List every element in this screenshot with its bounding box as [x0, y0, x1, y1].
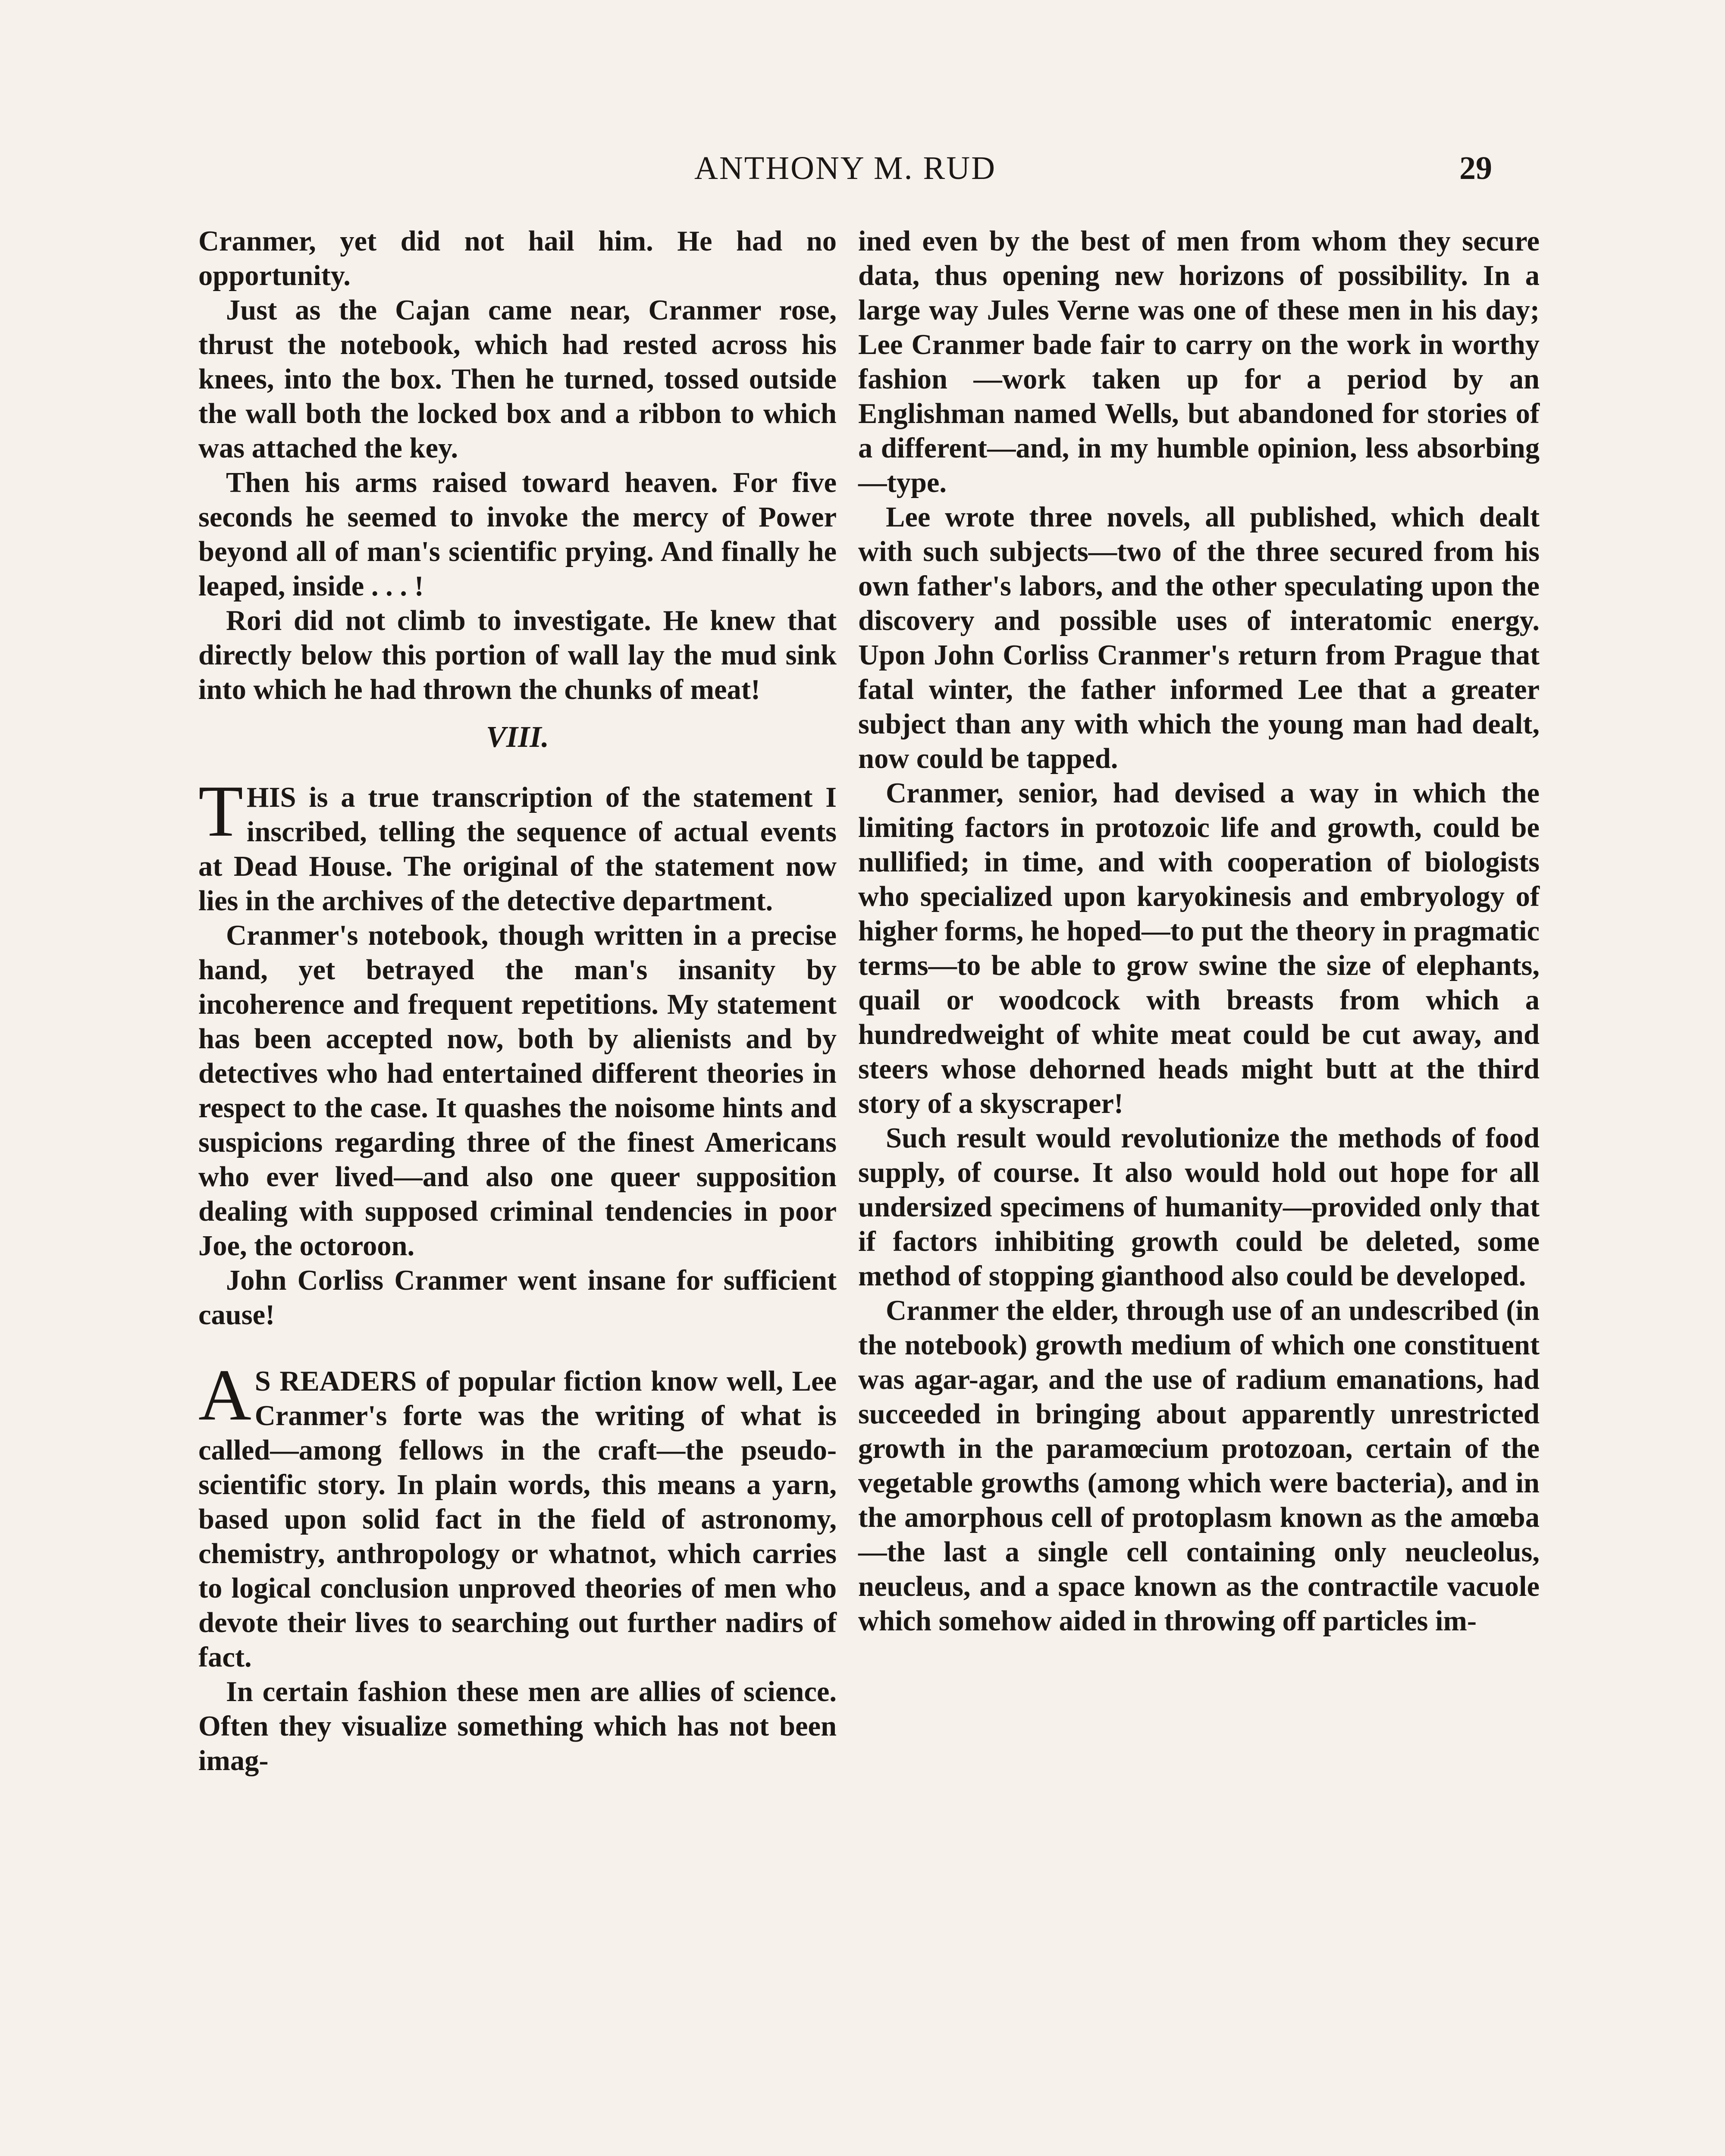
- body-paragraph: Lee wrote three novels, all published, which dealt with such subjects—two of the three secured from his own father's labors, and the other speculating upon the discovery and possible uses of interatomic energy. Upon John Corliss Cranmer's return from Prague that fatal winter, the father informed Lee that a greater subject than any with which the young man had dealt, now could be tapped.: [858, 501, 1540, 774]
- page-number: 29: [1459, 150, 1492, 186]
- left-column: [198, 224, 837, 1778]
- section-break: [198, 1332, 837, 1364]
- body-paragraph: Cranmer the elder, through use of an undescribed (in the notebook) growth medium of which one constituent was agar-agar, and the use of radium emanations, had succeeded in bringing about apparently unrestricted growth in the paramœcium protozoan, certain of the vegetable growths (among which were bacteria), and in the amorphous cell of protoplasm known as the amœba —the last a single cell containing only neucleolus, neucleus, and a space known as the contractile vacuole which somehow aided in throwing off particles im-: [858, 1295, 1540, 1637]
- drop-cap: A: [198, 1354, 251, 1435]
- paragraph-text: HIS is a true transcription of the statement I inscribed, telling the sequence of actual events at Dead House. The original of the statement now lies in the archives of the detective department.: [198, 782, 837, 917]
- section-heading: VIII.: [486, 721, 549, 754]
- body-paragraph: Such result would revolutionize the methods of food supply, of course. It also would hold out hope for all undersized specimens of humanity—provided only that if factors inhibiting growth could be deleted, some method of stopping gianthood also could be developed.: [858, 1122, 1540, 1292]
- body-paragraph: [198, 771, 837, 918]
- body-paragraph: ined even by the best of men from whom they secure data, thus opening new horizons of possibility. In a large way Jules Verne was one of these men in his day; Lee Cranmer bade fair to carry on the work in worthy fashion —work taken up for a period by an Englishman named Wells, but abandoned for stories of a different—and, in my humble opinion, less absorbing—type.: [858, 226, 1540, 498]
- drop-cap: T: [198, 771, 243, 852]
- body-paragraph: [198, 1354, 837, 1675]
- body-paragraph: Then his arms raised toward heaven. For five seconds he seemed to invoke the mercy of Power beyond all of man's scientific prying. And finally he leaped, inside . . . !: [198, 467, 837, 602]
- running-head: ANTHONY M. RUD: [694, 150, 996, 186]
- body-paragraph: Cranmer's notebook, though written in a precise hand, yet betrayed the man's insanity by incoherence and frequent repetitions. My statement has been accepted now, both by alienists and by detectives who had entertained different theories in respect to the case. It quashes the noisome hints and suspicions regarding three of the finest Americans who ever lived—and also one queer supposition dealing with supposed criminal tendencies in poor Joe, the octoroon.: [198, 920, 837, 1262]
- paragraph-text: S READERS of popular fiction know well, Lee Cranmer's forte was the writing of what is called—among fellows in the craft—the pseudo-scientific story. In plain words, this means a yarn, based upon solid fact in the field of astronomy, chemistry, anthropology or whatnot, which carries to logical conclusion unproved theories of men who devote their lives to searching out further nadirs of fact.: [198, 1366, 837, 1673]
- body-paragraph: Cranmer, yet did not hail him. He had no opportunity.: [198, 226, 837, 291]
- right-column: [858, 224, 1540, 1639]
- body-paragraph: Cranmer, senior, had devised a way in which the limiting factors in protozoic life and growth, could be nullified; in time, and with cooperation of biologists who specialized upon karyokinesis and embryology of higher forms, he hoped—to put the theory in pragmatic terms—to be able to grow swine the size of elephants, quail or woodcock with breasts from which a hundredweight of white meat could be cut away, and steers whose dehorned heads might butt at the third story of a skyscraper!: [858, 777, 1540, 1119]
- page-header: [198, 147, 1492, 198]
- body-paragraph: Rori did not climb to investigate. He knew that directly below this portion of wall lay the mud sink into which he had thrown the chunks of meat!: [198, 605, 837, 705]
- body-paragraph: John Corliss Cranmer went insane for sufficient cause!: [198, 1265, 837, 1331]
- body-paragraph: In certain fashion these men are allies of science. Often they visualize something which has not been imag-: [198, 1676, 837, 1777]
- body-paragraph: Just as the Cajan came near, Cranmer rose, thrust the notebook, which had rested across his knees, into the box. Then he turned, tossed outside the wall both the locked box and a ribbon to which was attached the key.: [198, 295, 837, 464]
